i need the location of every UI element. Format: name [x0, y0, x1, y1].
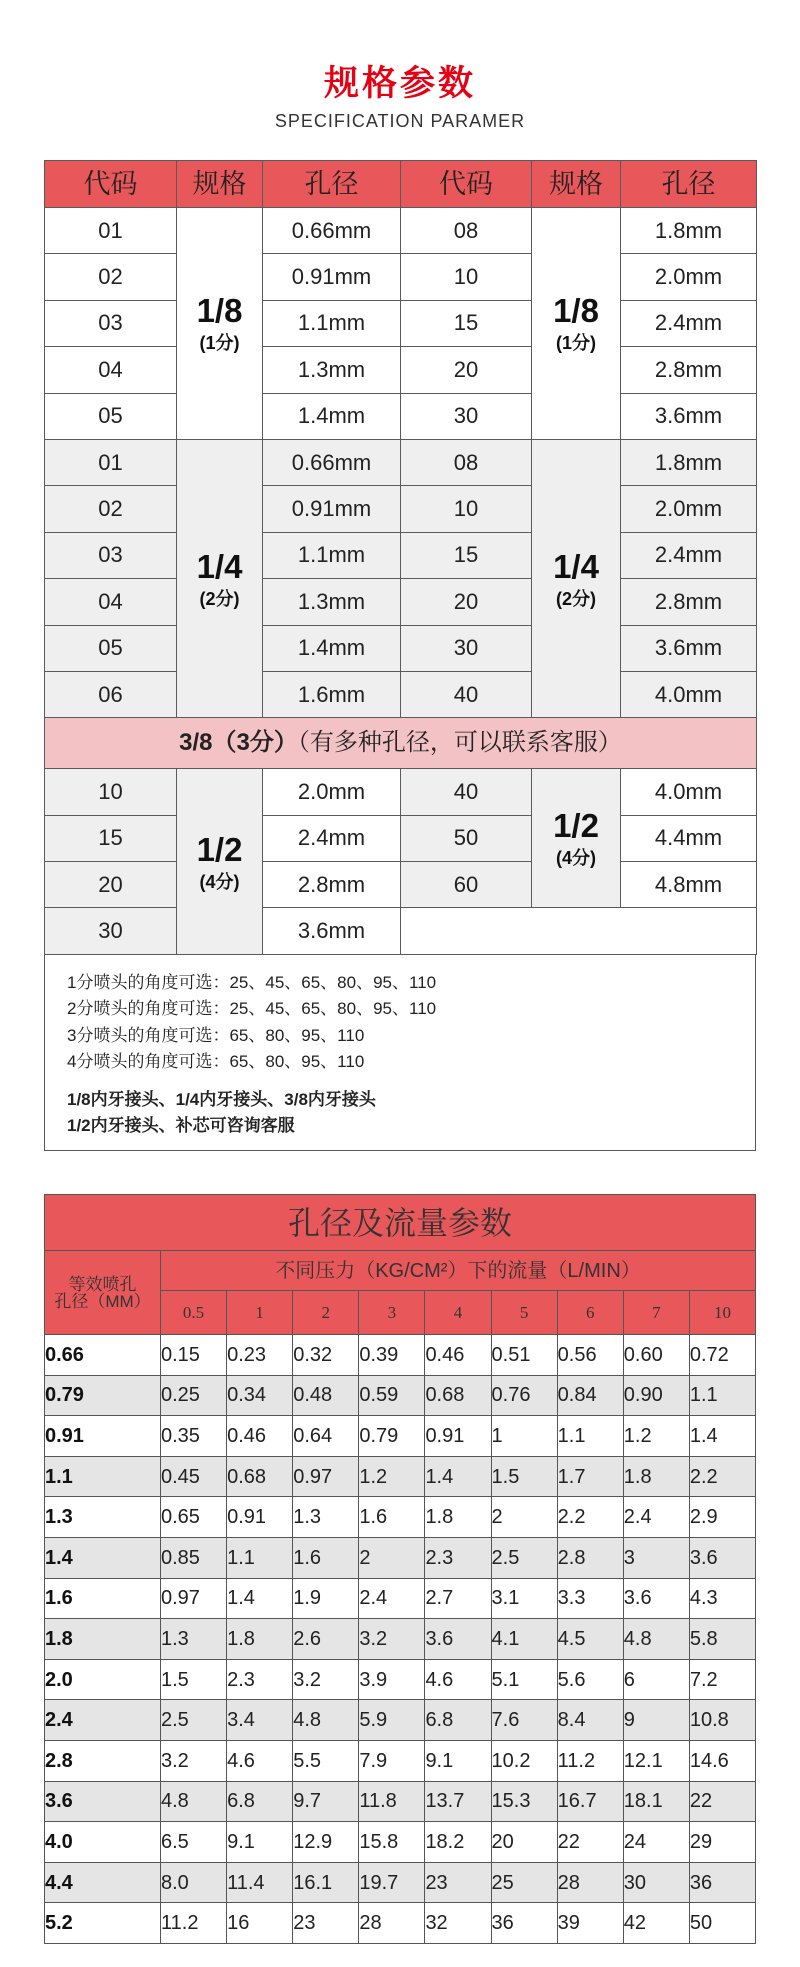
- flow-value: 0.68: [227, 1456, 293, 1497]
- spec-row: [45, 532, 757, 578]
- flow-value: 0.68: [425, 1375, 491, 1416]
- flow-value: 15.8: [359, 1822, 425, 1863]
- flow-value: 25: [491, 1862, 557, 1903]
- spec-bore-cell: 0.66mm: [263, 208, 401, 254]
- spec-size-value: 1/8: [196, 292, 243, 330]
- bore-value: 0.79: [45, 1375, 161, 1416]
- flow-value: 5.9: [359, 1700, 425, 1741]
- spec-code-cell: 20: [45, 862, 177, 908]
- flow-value: 6.8: [227, 1781, 293, 1822]
- angle-note: 4分喷头的角度可选：65、80、95、110: [67, 1052, 365, 1072]
- banner-size-label: 3/8（3分）: [179, 729, 298, 757]
- angle-note: 1分喷头的角度可选：25、45、65、80、95、110: [67, 972, 437, 992]
- spec-bore-cell: 1.8mm: [621, 208, 757, 254]
- spec-row: [45, 347, 757, 393]
- flow-value: 4.1: [491, 1619, 557, 1660]
- flow-value: 9.7: [293, 1781, 359, 1822]
- flow-value: 23: [293, 1903, 359, 1944]
- page-subtitle: SPECIFICATION PARAMER: [274, 111, 526, 131]
- spec-bore-cell: 4.0mm: [621, 769, 757, 815]
- flow-title-row: [45, 1195, 756, 1251]
- spec-bore-cell: 1.3mm: [263, 579, 401, 625]
- flow-value: 2.4: [359, 1578, 425, 1619]
- flow-row: [45, 1578, 756, 1619]
- spec-bore-cell: 4.4mm: [621, 815, 757, 861]
- banner-note: （有多种孔径，可以联系客服）: [297, 729, 622, 757]
- flow-value: 1.6: [293, 1537, 359, 1578]
- bore-value: 1.6: [45, 1578, 161, 1619]
- spec-code-cell: 60: [401, 862, 532, 908]
- bore-header-line: 孔径（MM）: [54, 1291, 151, 1311]
- spec-size-fen: (4分): [199, 871, 240, 892]
- flow-value: 32: [425, 1903, 491, 1944]
- spec-bore-cell: 4.0mm: [621, 671, 757, 717]
- flow-value: 0.65: [161, 1497, 227, 1538]
- flow-value: 12.1: [623, 1740, 689, 1781]
- flow-value: 1.4: [425, 1456, 491, 1497]
- flow-value: 6.5: [161, 1822, 227, 1863]
- flow-row: [45, 1335, 756, 1376]
- spec-code-cell: 30: [401, 625, 532, 671]
- spec-row: [45, 439, 757, 485]
- flow-value: 39: [557, 1903, 623, 1944]
- bore-value: 1.8: [45, 1619, 161, 1660]
- flow-value: 3.2: [293, 1659, 359, 1700]
- spec-bore-cell: 2.8mm: [263, 862, 401, 908]
- spec-header-row: [45, 161, 757, 208]
- spec-code-cell: 20: [401, 579, 532, 625]
- flow-value: 0.97: [293, 1456, 359, 1497]
- bore-value: 3.6: [45, 1781, 161, 1822]
- spec-bore-cell: 2.0mm: [621, 486, 757, 532]
- spec-bore-cell: 2.4mm: [621, 532, 757, 578]
- flow-value: 20: [491, 1822, 557, 1863]
- flow-value: 10.2: [491, 1740, 557, 1781]
- flow-value: 42: [623, 1903, 689, 1944]
- flow-value: 0.15: [161, 1335, 227, 1376]
- spec-code-cell: 08: [401, 208, 532, 254]
- flow-value: 0.39: [359, 1335, 425, 1376]
- spec-row: [45, 908, 757, 954]
- flow-value: 2: [491, 1497, 557, 1538]
- pressure-value: 1: [227, 1291, 293, 1335]
- spec-code-cell: 04: [45, 347, 177, 393]
- spec-row: [45, 769, 757, 815]
- flow-value: 1.7: [557, 1456, 623, 1497]
- flow-value: 2.2: [689, 1456, 755, 1497]
- spec-size-fen: (1分): [556, 333, 596, 354]
- connector-note: 1/8内牙接头、1/4内牙接头、3/8内牙接头: [67, 1089, 376, 1109]
- flow-value: 0.25: [161, 1375, 227, 1416]
- header-spec: 规格: [532, 161, 621, 208]
- flow-value: 4.3: [689, 1578, 755, 1619]
- flow-value: 0.64: [293, 1416, 359, 1457]
- spec-code-cell: 20: [401, 347, 532, 393]
- flow-value: 7.6: [491, 1700, 557, 1741]
- spec-bore-cell: 1.1mm: [263, 532, 401, 578]
- spec-bore-cell: 3.6mm: [263, 908, 401, 954]
- flow-row: [45, 1700, 756, 1741]
- spec-row: [45, 300, 757, 346]
- flow-value: 24: [623, 1822, 689, 1863]
- spec-size-cell: [532, 439, 621, 717]
- flow-value: 1.4: [689, 1416, 755, 1457]
- flow-value: 1.2: [623, 1416, 689, 1457]
- flow-value: 3: [623, 1537, 689, 1578]
- flow-value: 1.3: [293, 1497, 359, 1538]
- flow-value: 7.9: [359, 1740, 425, 1781]
- spec-bore-cell: 2.4mm: [621, 300, 757, 346]
- flow-row: [45, 1903, 756, 1944]
- flow-value: 2.6: [293, 1619, 359, 1660]
- pressure-value: 2: [293, 1291, 359, 1335]
- flow-value: 4.6: [425, 1659, 491, 1700]
- bore-value: 5.2: [45, 1903, 161, 1944]
- flow-value: 14.6: [689, 1740, 755, 1781]
- spec-table: [44, 160, 757, 955]
- flow-value: 4.8: [293, 1700, 359, 1741]
- header-spec: 规格: [177, 161, 263, 208]
- flow-value: 0.35: [161, 1416, 227, 1457]
- flow-value: 0.79: [359, 1416, 425, 1457]
- flow-value: 4.5: [557, 1619, 623, 1660]
- flow-value: 12.9: [293, 1822, 359, 1863]
- bore-value: 1.1: [45, 1456, 161, 1497]
- spec-code-cell: 06: [45, 671, 177, 717]
- spec-bore-cell: 1.6mm: [263, 671, 401, 717]
- spec-code-cell: 02: [45, 254, 177, 300]
- bore-value: 2.0: [45, 1659, 161, 1700]
- flow-value: 1.6: [359, 1497, 425, 1538]
- spec-code-cell: 03: [45, 300, 177, 346]
- pressure-value: 6: [557, 1291, 623, 1335]
- flow-value: 11.8: [359, 1781, 425, 1822]
- spec-size-value: 1/2: [553, 807, 599, 845]
- flow-value: 1.8: [623, 1456, 689, 1497]
- flow-value: 11.2: [557, 1740, 623, 1781]
- flow-value: 2.5: [491, 1537, 557, 1578]
- flow-value: 11.2: [161, 1903, 227, 1944]
- spec-size-value: 1/4: [196, 547, 243, 585]
- flow-value: 2.2: [557, 1497, 623, 1538]
- spec-bore-cell: 2.8mm: [621, 579, 757, 625]
- flow-value: 28: [359, 1903, 425, 1944]
- spec-bore-cell: 3.6mm: [621, 393, 757, 439]
- spec-bore-cell: 1.8mm: [621, 439, 757, 485]
- flow-value: 22: [689, 1781, 755, 1822]
- spec-size-value: 1/4: [553, 547, 599, 585]
- spec-empty-cell: [401, 908, 757, 954]
- bore-value: 2.4: [45, 1700, 161, 1741]
- flow-value: 3.3: [557, 1578, 623, 1619]
- spec-size-value: 1/8: [553, 292, 599, 330]
- spec-row: [45, 579, 757, 625]
- bore-value: 1.3: [45, 1497, 161, 1538]
- spec-row: [45, 486, 757, 532]
- pressure-value: 7: [623, 1291, 689, 1335]
- spec-row: [45, 671, 757, 717]
- flow-value: 0.97: [161, 1578, 227, 1619]
- spec-row: [45, 862, 757, 908]
- spec-bore-cell: 2.8mm: [621, 347, 757, 393]
- flow-value: 1.5: [161, 1659, 227, 1700]
- flow-row: [45, 1456, 756, 1497]
- flow-value: 0.51: [491, 1335, 557, 1376]
- flow-row: [45, 1740, 756, 1781]
- flow-value: 36: [689, 1862, 755, 1903]
- spec-code-cell: 50: [401, 815, 532, 861]
- flow-value: 0.46: [425, 1335, 491, 1376]
- spec-code-cell: 05: [45, 393, 177, 439]
- spec-size-cell: [177, 439, 263, 717]
- spec-code-cell: 04: [45, 579, 177, 625]
- flow-value: 2.4: [623, 1497, 689, 1538]
- flow-value: 50: [689, 1903, 755, 1944]
- flow-value: 3.2: [359, 1619, 425, 1660]
- flow-subheader-row: [45, 1251, 756, 1291]
- flow-row: [45, 1781, 756, 1822]
- spec-size-cell: [177, 769, 263, 955]
- flow-value: 1.8: [425, 1497, 491, 1538]
- bore-value: 2.8: [45, 1740, 161, 1781]
- flow-value: 1.3: [161, 1619, 227, 1660]
- spec-size-fen: (2分): [199, 588, 240, 609]
- flow-row: [45, 1416, 756, 1457]
- flow-value: 2.9: [689, 1497, 755, 1538]
- flow-value: 2.5: [161, 1700, 227, 1741]
- flow-value: 1.5: [491, 1456, 557, 1497]
- flow-value: 0.91: [425, 1416, 491, 1457]
- flow-table: [44, 1194, 756, 1944]
- flow-value: 16.7: [557, 1781, 623, 1822]
- spec-bore-cell: 4.8mm: [621, 862, 757, 908]
- flow-value: 2.3: [425, 1537, 491, 1578]
- flow-value: 6: [623, 1659, 689, 1700]
- pressure-value: 3: [359, 1291, 425, 1335]
- flow-value: 1.2: [359, 1456, 425, 1497]
- spec-bore-cell: 1.4mm: [263, 393, 401, 439]
- flow-row: [45, 1822, 756, 1863]
- spec-code-cell: 40: [401, 769, 532, 815]
- bore-header-line: 等效喷孔: [68, 1274, 137, 1294]
- flow-value: 8.4: [557, 1700, 623, 1741]
- flow-value: 5.5: [293, 1740, 359, 1781]
- flow-value: 3.6: [425, 1619, 491, 1660]
- flow-value: 1.8: [227, 1619, 293, 1660]
- flow-value: 3.4: [227, 1700, 293, 1741]
- flow-value: 9.1: [425, 1740, 491, 1781]
- spec-code-cell: 15: [45, 815, 177, 861]
- spec-bore-cell: 1.3mm: [263, 347, 401, 393]
- flow-value: 11.4: [227, 1862, 293, 1903]
- flow-value: 1.1: [557, 1416, 623, 1457]
- spec-code-cell: 05: [45, 625, 177, 671]
- flow-value: 3.9: [359, 1659, 425, 1700]
- flow-value: 18.2: [425, 1822, 491, 1863]
- flow-row: [45, 1862, 756, 1903]
- spec-row: [45, 393, 757, 439]
- flow-value: 0.34: [227, 1375, 293, 1416]
- connector-note: 1/2内牙接头、补芯可咨询客服: [67, 1116, 295, 1136]
- flow-value: 9.1: [227, 1822, 293, 1863]
- pressure-value: 0.5: [161, 1291, 227, 1335]
- flow-value: 9: [623, 1700, 689, 1741]
- spec-banner-cell: [45, 718, 757, 769]
- flow-row: [45, 1537, 756, 1578]
- flow-value: 5.8: [689, 1619, 755, 1660]
- spec-size-cell: [177, 208, 263, 440]
- spec-bore-cell: 2.4mm: [263, 815, 401, 861]
- flow-value: 10.8: [689, 1700, 755, 1741]
- spec-code-cell: 30: [401, 393, 532, 439]
- pressure-value: 10: [689, 1291, 755, 1335]
- pressure-value: 5: [491, 1291, 557, 1335]
- spec-section: [44, 160, 756, 1151]
- flow-value: 19.7: [359, 1862, 425, 1903]
- spec-size-value: 1/2: [196, 830, 243, 868]
- flow-table-title: 孔径及流量参数: [45, 1195, 756, 1251]
- spec-bore-cell: 1.4mm: [263, 625, 401, 671]
- flow-value: 1: [491, 1416, 557, 1457]
- notes-box: [44, 955, 756, 1151]
- spec-code-cell: 01: [45, 208, 177, 254]
- flow-value: 0.91: [227, 1497, 293, 1538]
- spec-code-cell: 15: [401, 300, 532, 346]
- flow-value: 7.2: [689, 1659, 755, 1700]
- flow-value: 0.32: [293, 1335, 359, 1376]
- flow-value: 1.1: [227, 1537, 293, 1578]
- spec-code-cell: 02: [45, 486, 177, 532]
- flow-value: 3.2: [161, 1740, 227, 1781]
- angle-note: 3分喷头的角度可选：65、80、95、110: [67, 1025, 365, 1045]
- spec-bore-cell: 0.66mm: [263, 439, 401, 485]
- flow-value: 2.7: [425, 1578, 491, 1619]
- spec-row: [45, 625, 757, 671]
- flow-value: 2.3: [227, 1659, 293, 1700]
- flow-value: 0.45: [161, 1456, 227, 1497]
- spec-size-fen: (1分): [199, 333, 240, 354]
- flow-value: 5.1: [491, 1659, 557, 1700]
- flow-value: 23: [425, 1862, 491, 1903]
- spec-bore-cell: 2.0mm: [263, 769, 401, 815]
- flow-value: 13.7: [425, 1781, 491, 1822]
- spec-bore-cell: 0.91mm: [263, 254, 401, 300]
- flow-value: 0.56: [557, 1335, 623, 1376]
- flow-value: 2: [359, 1537, 425, 1578]
- page-title: 规格参数: [323, 64, 476, 103]
- flow-value: 22: [557, 1822, 623, 1863]
- flow-value: 1.9: [293, 1578, 359, 1619]
- spec-code-cell: 01: [45, 439, 177, 485]
- flow-value: 28: [557, 1862, 623, 1903]
- flow-value: 8.0: [161, 1862, 227, 1903]
- spec-bore-cell: 1.1mm: [263, 300, 401, 346]
- flow-value: 1.1: [689, 1375, 755, 1416]
- spec-code-cell: 30: [45, 908, 177, 954]
- angle-note: 2分喷头的角度可选：25、45、65、80、95、110: [67, 999, 437, 1019]
- flow-row: [45, 1375, 756, 1416]
- flow-value: 4.8: [161, 1781, 227, 1822]
- pressure-header: 不同压力（KG/CM²）下的流量（L/MIN）: [161, 1251, 756, 1291]
- flow-value: 3.6: [623, 1578, 689, 1619]
- flow-value: 36: [491, 1903, 557, 1944]
- bore-value: 0.91: [45, 1416, 161, 1457]
- header-bore: 孔径: [263, 161, 401, 208]
- bore-header: [45, 1251, 161, 1335]
- flow-value: 29: [689, 1822, 755, 1863]
- flow-value: 0.60: [623, 1335, 689, 1376]
- flow-value: 0.59: [359, 1375, 425, 1416]
- flow-value: 15.3: [491, 1781, 557, 1822]
- spec-code-cell: 10: [401, 486, 532, 532]
- flow-value: 0.90: [623, 1375, 689, 1416]
- flow-value: 0.85: [161, 1537, 227, 1578]
- flow-value: 0.76: [491, 1375, 557, 1416]
- flow-value: 0.23: [227, 1335, 293, 1376]
- flow-value: 30: [623, 1862, 689, 1903]
- flow-value: 6.8: [425, 1700, 491, 1741]
- flow-row: [45, 1497, 756, 1538]
- spec-row: [45, 208, 757, 254]
- bore-value: 4.4: [45, 1862, 161, 1903]
- header-code: 代码: [45, 161, 177, 208]
- spec-bore-cell: 3.6mm: [621, 625, 757, 671]
- pressure-value: 4: [425, 1291, 491, 1335]
- spec-code-cell: 08: [401, 439, 532, 485]
- flow-value: 2.8: [557, 1537, 623, 1578]
- bore-value: 0.66: [45, 1335, 161, 1376]
- spec-banner-row: [45, 718, 757, 769]
- spec-code-cell: 10: [45, 769, 177, 815]
- spec-size-fen: (2分): [556, 588, 596, 609]
- flow-value: 18.1: [623, 1781, 689, 1822]
- bore-value: 4.0: [45, 1822, 161, 1863]
- flow-row: [45, 1619, 756, 1660]
- flow-value: 4.6: [227, 1740, 293, 1781]
- flow-value: 3.6: [689, 1537, 755, 1578]
- flow-value: 0.48: [293, 1375, 359, 1416]
- spec-bore-cell: 2.0mm: [621, 254, 757, 300]
- flow-value: 16: [227, 1903, 293, 1944]
- header-bore: 孔径: [621, 161, 757, 208]
- spec-code-cell: 40: [401, 671, 532, 717]
- flow-row: [45, 1659, 756, 1700]
- flow-value: 5.6: [557, 1659, 623, 1700]
- spec-row: [45, 254, 757, 300]
- flow-value: 0.84: [557, 1375, 623, 1416]
- spec-row: [45, 815, 757, 861]
- flow-value: 4.8: [623, 1619, 689, 1660]
- spec-size-cell: [532, 208, 621, 440]
- spec-code-cell: 15: [401, 532, 532, 578]
- bore-value: 1.4: [45, 1537, 161, 1578]
- header-code: 代码: [401, 161, 532, 208]
- flow-value: 3.1: [491, 1578, 557, 1619]
- spec-code-cell: 03: [45, 532, 177, 578]
- spec-bore-cell: 0.91mm: [263, 486, 401, 532]
- flow-value: 1.4: [227, 1578, 293, 1619]
- flow-value: 0.72: [689, 1335, 755, 1376]
- notes-spacer: [67, 1076, 755, 1087]
- spec-size-fen: (4分): [556, 848, 596, 869]
- flow-value: 0.46: [227, 1416, 293, 1457]
- flow-value: 16.1: [293, 1862, 359, 1903]
- spec-code-cell: 10: [401, 254, 532, 300]
- spec-size-cell: [532, 769, 621, 908]
